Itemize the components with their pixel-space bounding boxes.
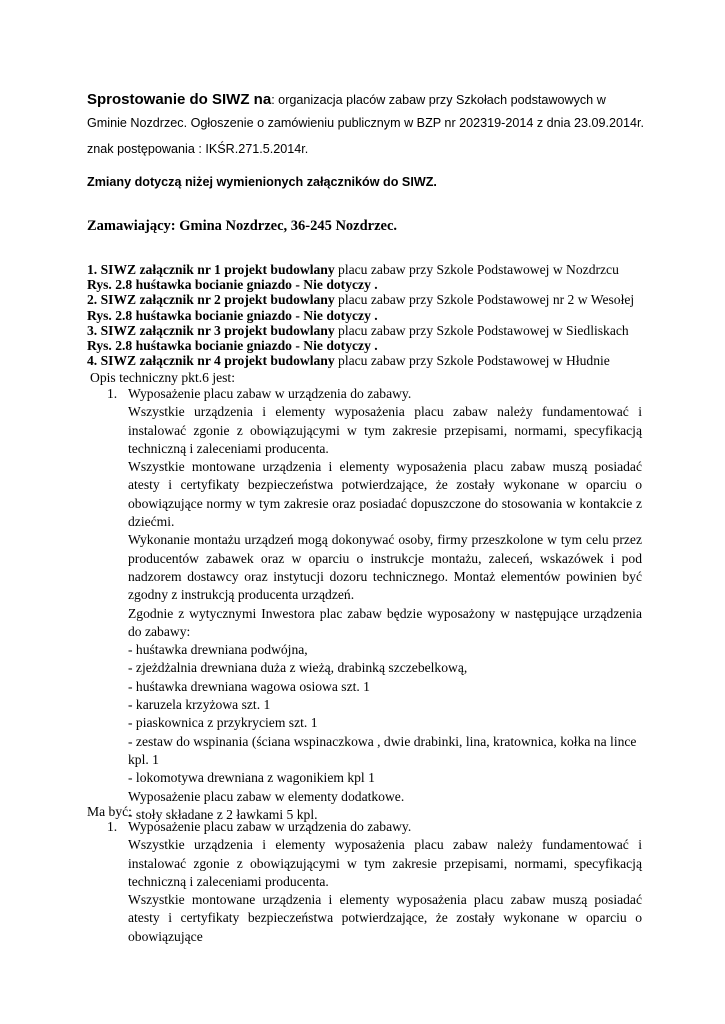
attachment-item	[87, 262, 647, 277]
changes-heading: Zmiany dotyczą niżej wymienionych załączników do SIWZ.	[87, 175, 437, 189]
attachment-note: Rys. 2.8 huśtawka bocianie gniazdo - Nie dotyczy .	[87, 338, 378, 354]
attachment-title: 2. SIWZ załącznik nr 2 projekt budowlany	[87, 292, 335, 308]
extra-equipment-title: Wyposażenie placu zabaw w elementy dodatkowe.	[128, 788, 405, 804]
paragraph-foundation: Wszystkie urządzenia i elementy wyposażenia placu zabaw należy fundamentować i instalować zgonie z obowiązującymi w tym zakresie przepisami, normami, specyfikacją techniczną i zaleceniami producenta.	[128, 404, 642, 456]
section-number: 1.	[107, 386, 118, 401]
current-section	[107, 385, 642, 824]
attachment-text: placu zabaw przy Szkole Podstawowej w Nozdrzcu	[334, 262, 619, 277]
attachment-text: placu zabaw przy Szkole Podstawowej nr 2 w Wesołej	[334, 292, 635, 308]
equipment-item: - karuzela krzyżowa szt. 1	[128, 697, 271, 713]
attachment-list	[87, 262, 647, 368]
paragraph-installation: Wykonanie montażu urządzeń mogą dokonywać osoby, firmy przeszkolone w tym celu przez producentów zabawek oraz w oparciu o instrukcje montażu, zaleceń, wskazówek i pod nadzorem dostawcy oraz instytucji dozoru technicznego. Montaż elementów powinien być zgodny z instrukcją producenta urządzeń.	[128, 532, 642, 603]
attachment-item	[87, 292, 647, 307]
equipment-item: - zjeżdżalnia drewniana duża z wieżą, drabinką szczebelkową,	[128, 660, 468, 676]
extra-equipment-item: - stoły składane z 2 ławkami 5 kpl.	[128, 806, 318, 822]
attachment-item	[87, 353, 647, 368]
should-be-label: Ma być:	[87, 804, 132, 819]
equipment-item: - zestaw do wspinania (ściana wspinaczkowa , dwie drabinki, lina, kratownica, kołka na lince kpl. 1	[128, 733, 637, 767]
header-lead: Sprostowanie do SIWZ na	[87, 91, 272, 108]
section-title: Wyposażenie placu zabaw w urządzenia do zabawy.	[128, 819, 412, 834]
section-number: 1.	[107, 819, 118, 834]
technical-description-label: Opis techniczny pkt.6 jest:	[90, 370, 235, 385]
attachment-item	[87, 323, 647, 338]
attachment-title: 4. SIWZ załącznik nr 4 projekt budowlany	[87, 353, 335, 369]
header-text: : organizacja placów zabaw przy Szkołach podstawowych w Gminie Nozdrzec. Ogłoszenie o zamówieniu publicznym w BZP nr 202319-2014 z dnia 23.09.2014r.	[87, 93, 644, 130]
paragraph-investor: Zgodnie z wytycznymi Inwestora plac zabaw będzie wyposażony w następujące urządzenia do zabawy:	[128, 605, 642, 639]
paragraph-certificates: Wszystkie montowane urządzenia i elementy wyposażenia placu zabaw muszą posiadać atesty i certyfikaty bezpieczeństwa potwierdzające, że zostały wykonane w oparciu o obowiązujące normy w tym zakresie oraz posiadać dopuszczone do stosowania w kontakcie z dziećmi.	[128, 459, 642, 530]
equipment-item: - lokomotywa drewniana z wagonikiem kpl 1	[128, 770, 375, 786]
corrected-section	[107, 818, 642, 946]
attachment-text: placu zabaw przy Szkole Podstawowej w Siedliskach	[334, 322, 629, 338]
case-number: znak postępowania : IKŚR.271.5.2014r.	[87, 142, 309, 156]
contracting-authority: Zamawiający: Gmina Nozdrzec, 36-245 Nozdrzec.	[87, 218, 398, 234]
attachment-note: Rys. 2.8 huśtawka bocianie gniazdo - Nie dotyczy .	[87, 277, 378, 293]
attachment-title: 1. SIWZ załącznik nr 1 projekt budowlany	[87, 262, 335, 277]
attachment-text: placu zabaw przy Szkole Podstawowej w Hłudnie	[334, 353, 610, 369]
paragraph-foundation: Wszystkie urządzenia i elementy wyposażenia placu zabaw należy fundamentować i instalować zgonie z obowiązującymi w tym zakresie przepisami, normami, specyfikacją techniczną i zaleceniami producenta.	[128, 837, 642, 889]
equipment-item: - huśtawka drewniana wagowa osiowa szt. 1	[128, 678, 370, 694]
document-header	[87, 88, 647, 135]
equipment-item: - huśtawka drewniana podwójna,	[128, 642, 308, 658]
section-title: Wyposażenie placu zabaw w urządzenia do zabawy.	[128, 386, 412, 401]
equipment-item: - piaskownica z przykryciem szt. 1	[128, 715, 318, 731]
attachment-title: 3. SIWZ załącznik nr 3 projekt budowlany	[87, 322, 335, 338]
paragraph-certificates: Wszystkie montowane urządzenia i elementy wyposażenia placu zabaw muszą posiadać atesty i certyfikaty bezpieczeństwa potwierdzające, że zostały wykonane w oparciu o obowiązujące	[128, 892, 642, 944]
attachment-note: Rys. 2.8 huśtawka bocianie gniazdo - Nie dotyczy .	[87, 307, 378, 323]
